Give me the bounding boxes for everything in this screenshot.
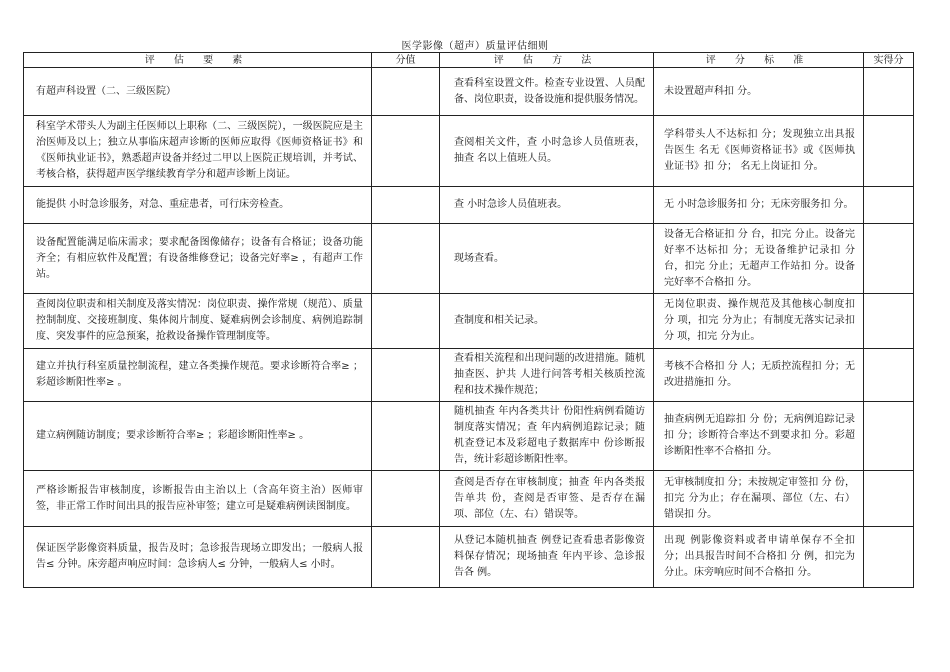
- row-element: 查阅岗位职责和相关制度及落实情况：岗位职责、操作常规（规范）、质量控制制度、交接班制度、集体阅片制度、疑难病例会诊制度、病例追踪制度、突发事件的应急预案，抢救设备操作管理制度等。: [36, 299, 363, 342]
- header-actual: 实得分: [864, 53, 914, 68]
- row-actual: [864, 68, 914, 116]
- row-actual: [864, 349, 914, 402]
- row-standard: 无岗位职责、操作规范及其他核心制度扣 分 项，扣完 分为止；有制度无落实记录扣 分 项，扣完 分为止。: [664, 299, 855, 342]
- table-row: [24, 471, 914, 527]
- header-score: 分值: [372, 53, 440, 68]
- table-row: [24, 294, 914, 349]
- row-standard: 抽查病例无追踪扣 分 份；无病例追踪记录扣 分；诊断符合率达不到要求扣 分。彩超诊断阳性率不合格扣 分。: [664, 414, 855, 457]
- row-method: 查阅是否存在审核制度；抽查 年内各类报告单共 份，查阅是否审签、是否存在漏项、部位（左、右）错误等。: [454, 476, 645, 520]
- row-method: 从登记本随机抽查 例登记查看患者影像资料保存情况；现场抽查 年内平诊、急诊报告各 例。: [454, 535, 645, 578]
- row-score: [372, 402, 440, 471]
- row-element: 建立并执行科室质量控制流程，建立各类操作规范。要求诊断符合率≥ ；彩超诊断阳性率≥ 。: [36, 361, 363, 388]
- row-score: [372, 187, 440, 224]
- row-score: [372, 116, 440, 187]
- row-method: 随机抽查 年内各类共计 份阳性病例看随访制度落实情况；查 年内病例追踪记录；随机查登记本及彩超电子数据库中 份诊断报告，统计彩超诊断阳性率。: [454, 406, 645, 465]
- row-method: 现场查看。: [454, 252, 504, 264]
- header-row: [24, 53, 914, 68]
- row-standard: 设备无合格证扣 分 台，扣完 分止。设备完好率不达标扣 分；无设备维护记录扣 分 台，扣完 分止；无超声工作站扣 分。设备完好率不合格扣 分。: [664, 228, 855, 288]
- row-score: [372, 349, 440, 402]
- header-element: 评 估 要 素: [24, 53, 372, 68]
- row-method: 查看相关流程和出现问题的改进措施。随机抽查医、护共 人进行问答考相关核质控流程和技术操作规范；: [454, 353, 645, 396]
- row-actual: [864, 116, 914, 187]
- table-row: [24, 349, 914, 402]
- row-method: 查 小时急诊人员值班表。: [454, 199, 568, 210]
- table-row: [24, 402, 914, 471]
- row-actual: [864, 187, 914, 224]
- row-element: 科室学术带头人为副主任医师以上职称（二、三级医院），一级医院应是主治医师及以上；独立从事临床超声诊断的医师应取得《医师资格证书》和《医师执业证书》，熟悉超声设备并经过二甲以上医院正规培训，并考试、考核合格，获得超声医学继续教育学分和超声诊断上岗证。: [36, 121, 363, 180]
- row-actual: [864, 402, 914, 471]
- row-actual: [864, 224, 914, 294]
- row-score: [372, 68, 440, 116]
- row-actual: [864, 294, 914, 349]
- row-element: 保证医学影像资料质量，报告及时；急诊报告现场立即发出；一般病人报告≤ 分钟。床旁超声响应时间：急诊病人≤ 分钟，一般病人≤ 小时。: [36, 543, 363, 570]
- row-score: [372, 294, 440, 349]
- row-actual: [864, 471, 914, 527]
- row-element: 有超声科设置（二、三级医院）: [36, 85, 176, 97]
- table-row: [24, 187, 914, 224]
- row-element: 能提供 小时急诊服务，对急、重症患者，可行床旁检查。: [36, 199, 290, 210]
- row-standard: 无 小时急诊服务扣 分；无床旁服务扣 分。: [664, 199, 854, 210]
- row-method: 查阅相关文件，查 小时急诊人员值班表，抽查 名以上值班人员。: [454, 137, 645, 164]
- row-score: [372, 224, 440, 294]
- header-standard: 评 分 标 准: [654, 53, 864, 68]
- document-title: 医学影像（超声）质量评估细则: [401, 41, 549, 52]
- row-standard: 未设置超声科扣 分。: [664, 85, 758, 97]
- row-score: [372, 527, 440, 588]
- row-standard: 考核不合格扣 分 人；无质控流程扣 分；无改进措施扣 分。: [664, 361, 855, 388]
- row-method: 查制度和相关记录。: [454, 315, 544, 326]
- table-row: [24, 224, 914, 294]
- table-row: [24, 116, 914, 187]
- row-element: 严格诊断报告审核制度，诊断报告由主治以上（含高年资主治）医师审签，非正常工作时间出具的报告应补审签；建立可是疑难病例读图制度。: [36, 484, 363, 512]
- row-standard: 学科带头人不达标扣 分；发现独立出具报告医生 名无《医师资格证书》或《医师执业证书》扣 分； 名无上岗证扣 分。: [664, 129, 855, 172]
- row-score: [372, 471, 440, 527]
- row-method: 查看科室设置文件。检查专业设置、人员配备、岗位职责，设备设施和提供服务情况。: [454, 77, 645, 105]
- table-row: [24, 68, 914, 116]
- row-element: 设备配置能满足临床需求；要求配备图像储存；设备有合格证；设备功能齐全；有相应软件及配置；有设备维修登记；设备完好率≥ ，有超声工作站。: [36, 236, 363, 280]
- table-row: [24, 527, 914, 588]
- row-standard: 无审核制度扣 分；未按规定审签扣 分 份，扣完 分为止；存在漏项、部位（左、右）错误扣 分。: [664, 476, 855, 520]
- row-element: 建立病例随访制度；要求诊断符合率≥ ；彩超诊断阳性率≥ 。: [36, 430, 310, 441]
- evaluation-table: [23, 52, 914, 588]
- row-actual: [864, 527, 914, 588]
- header-method: 评 估 方 法: [440, 53, 654, 68]
- row-standard: 出现 例影像资料或者申请单保存不全扣 分；出具报告时间不合格扣 分 例，扣完为分止。床旁响应时间不合格扣 分。: [664, 535, 855, 578]
